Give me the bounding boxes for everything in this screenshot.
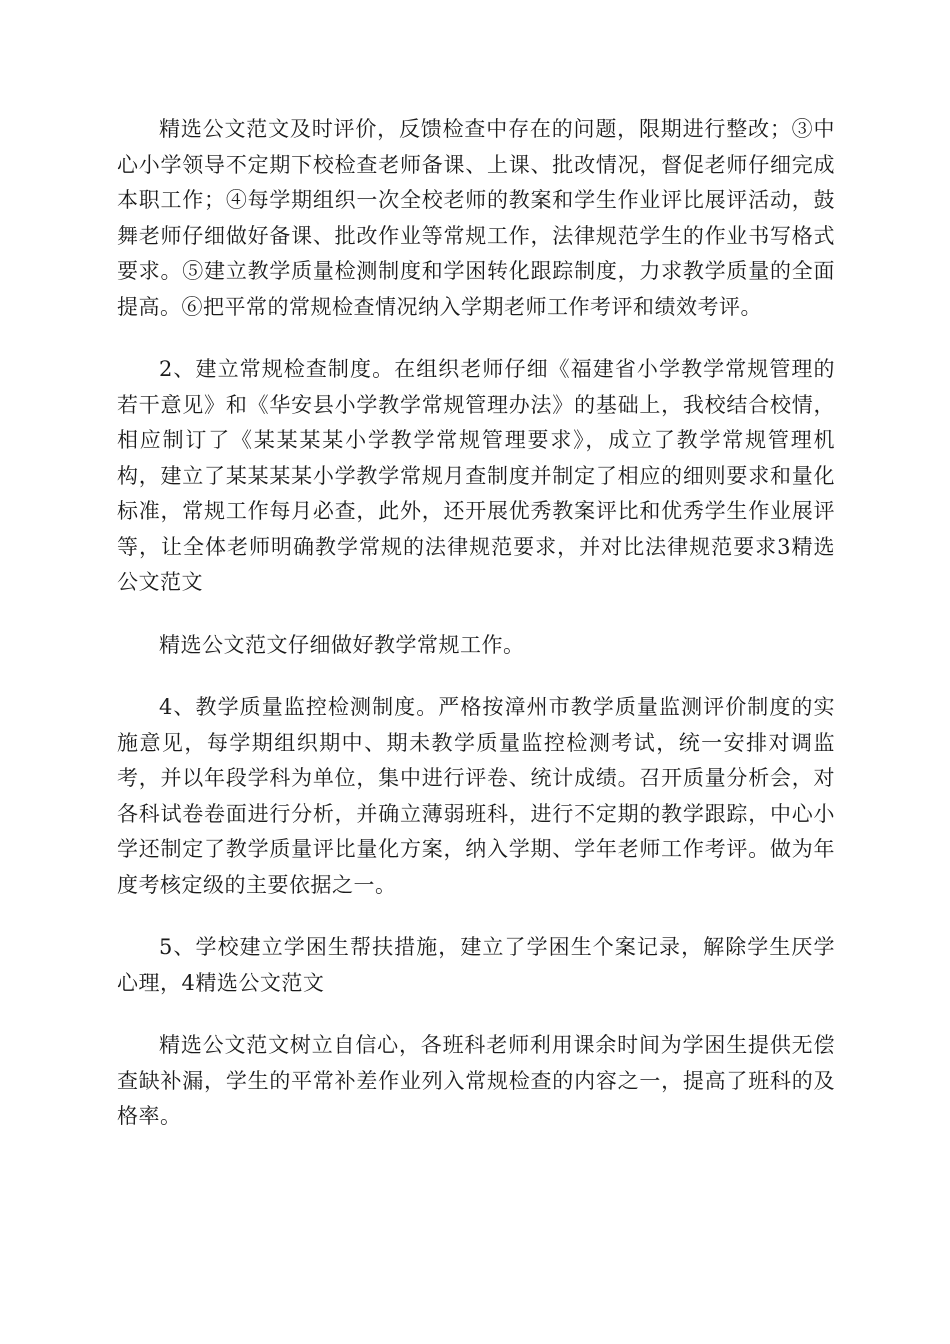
paragraph-6: 精选公文范文树立自信心，各班科老师利用课余时间为学困生提供无偿查缺补漏，学生的平常补差作业列入常规检查的内容之一，提高了班科的及格率。 [117,1033,835,1128]
paragraph-3: 精选公文范文仔细做好教学常规工作。 [159,632,525,657]
paragraph-4: 4、教学质量监控检测制度。严格按漳州市教学质量监测评价制度的实施意见，每学期组织期中、期未教学质量监控检测考试，统一安排对调监考，并以年段学科为单位，集中进行评卷、统计成绩。召开质量分析会，对各科试卷卷面进行分析，并确立薄弱班科，进行不定期的教学跟踪，中心小学还制定了教学质量评比量化方案，纳入学期、学年老师工作考评。做为年度考核定级的主要依据之一。 [117,695,835,897]
paragraph-1: 精选公文范文及时评价，反馈检查中存在的问题，限期进行整改；③中心小学领导不定期下校检查老师备课、上课、批改情况，督促老师仔细完成本职工作；④每学期组织一次全校老师的教案和学生作业评比展评活动，鼓舞老师仔细做好备课、批改作业等常规工作，法律规范学生的作业书写格式要求。⑤建立教学质量检测制度和学困转化跟踪制度，力求教学质量的全面提高。⑥把平常的常规检查情况纳入学期老师工作考评和绩效考评。 [117,117,835,319]
document-body [117,112,835,1162]
paragraph-2: 2、建立常规检查制度。在组织老师仔细《福建省小学教学常规管理的若干意见》和《华安县小学教学常规管理办法》的基础上，我校结合校情，相应制订了《某某某某小学教学常规管理要求》，成立了教学常规管理机构，建立了某某某某小学教学常规月查制度并制定了相应的细则要求和量化标准，常规工作每月必查，此外，还开展优秀教案评比和优秀学生作业展评等，让全体老师明确教学常规的法律规范要求，并对比法律规范要求3精选公文范文 [117,357,835,594]
paragraph-5: 5、学校建立学困生帮扶措施，建立了学困生个案记录，解除学生厌学心理，4精选公文范文 [117,935,835,995]
